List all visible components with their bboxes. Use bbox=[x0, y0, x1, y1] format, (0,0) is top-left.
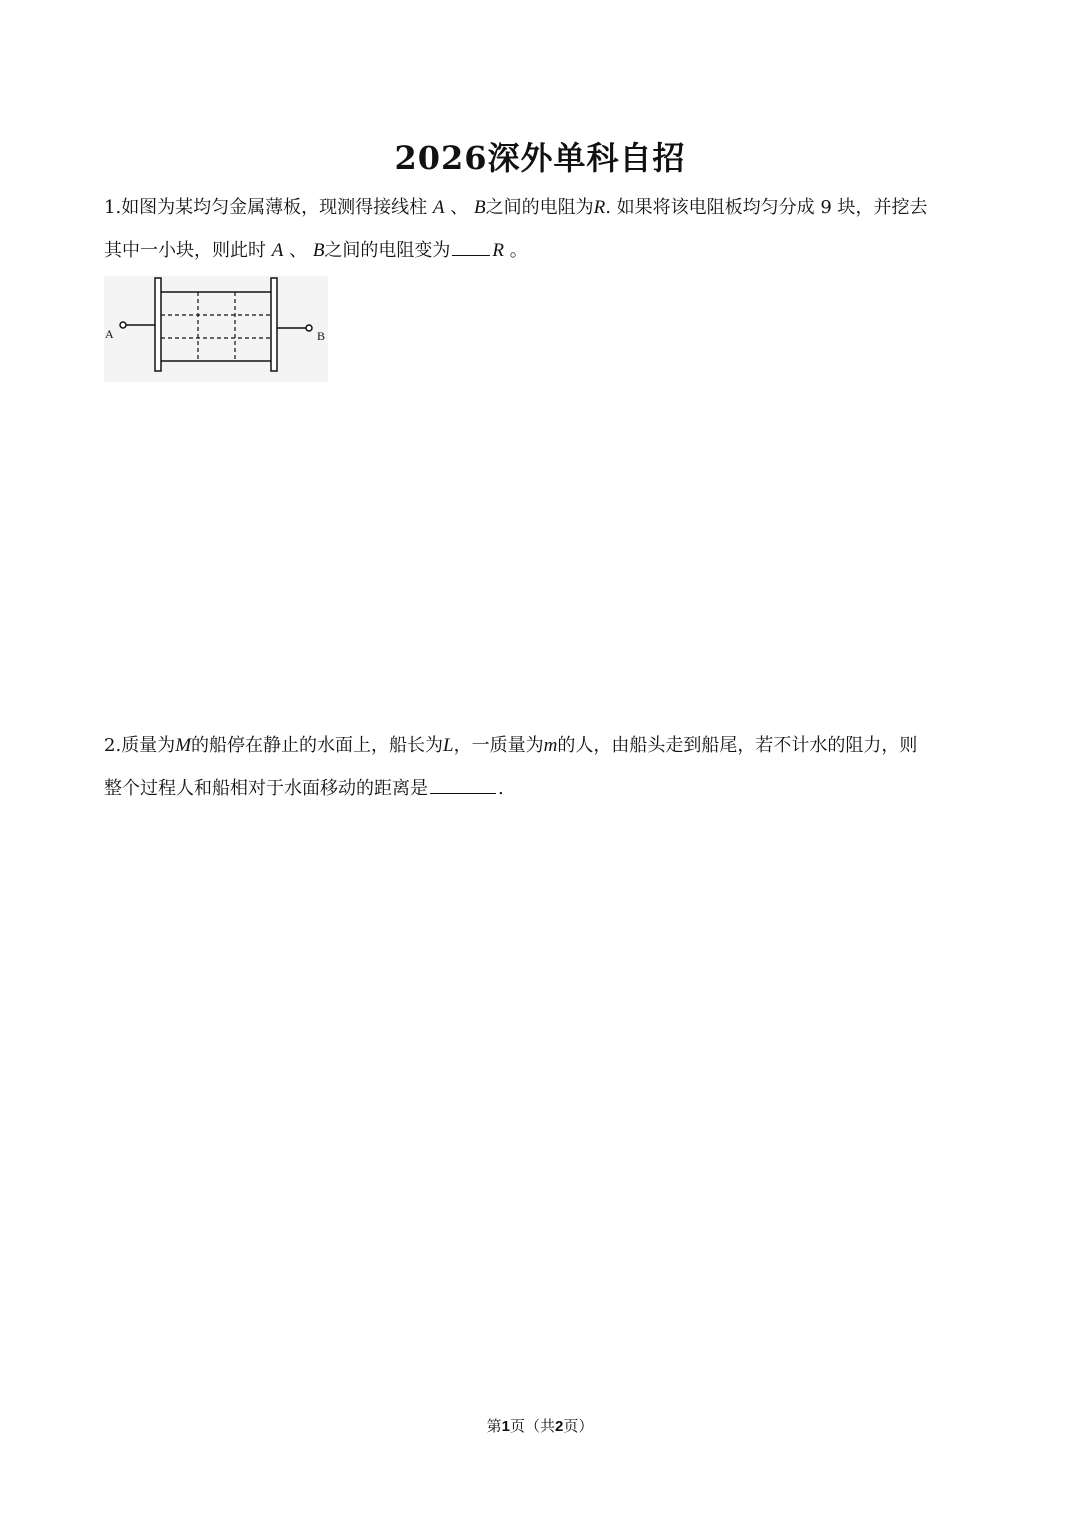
resistor-plate-figure bbox=[104, 276, 328, 382]
variable-a: A bbox=[271, 240, 284, 261]
variable-a: A bbox=[432, 197, 445, 218]
answer-blank[interactable] bbox=[452, 237, 490, 256]
total-pages: 2 bbox=[555, 1418, 564, 1435]
terminal-label-a: A bbox=[105, 327, 114, 341]
page-footer: 第1页（共2页） bbox=[486, 1417, 594, 1435]
terminal-b bbox=[306, 325, 312, 331]
question-2 bbox=[104, 724, 980, 810]
question-number: 1. bbox=[104, 197, 122, 218]
variable-l: L bbox=[443, 735, 454, 756]
question-1-line-2: 其中一小块，则此时 A 、 B之间的电阻变为 R 。 bbox=[104, 229, 980, 272]
variable-b: B bbox=[474, 197, 486, 218]
question-1-line-1: 1.如图为某均匀金属薄板，现测得接线柱 A 、 B之间的电阻为R. 如果将该电阻板均匀分成 9 块，并挖去 bbox=[104, 197, 928, 218]
right-electrode bbox=[271, 278, 277, 371]
question-number: 2. bbox=[104, 735, 122, 756]
left-electrode bbox=[155, 278, 161, 371]
variable-b: B bbox=[312, 240, 325, 261]
question-1 bbox=[104, 186, 980, 272]
answer-blank[interactable] bbox=[430, 775, 496, 794]
terminal-a bbox=[120, 322, 126, 328]
page-number: 1 bbox=[501, 1418, 510, 1435]
variable-m-upper: M bbox=[175, 735, 192, 756]
question-2-line-2: 整个过程人和船相对于水面移动的距离是 . bbox=[104, 767, 980, 810]
terminal-label-b: B bbox=[317, 329, 326, 343]
question-2-line-1: 2.质量为M的船停在静止的水面上，船长为L，一质量为m的人，由船头走到船尾，若不计水的阻力，则 bbox=[104, 735, 918, 756]
variable-r: R bbox=[492, 240, 505, 261]
variable-r: R bbox=[593, 197, 606, 218]
document-title: 2026深外单科自招 bbox=[394, 139, 686, 177]
variable-m-lower: m bbox=[543, 735, 558, 756]
